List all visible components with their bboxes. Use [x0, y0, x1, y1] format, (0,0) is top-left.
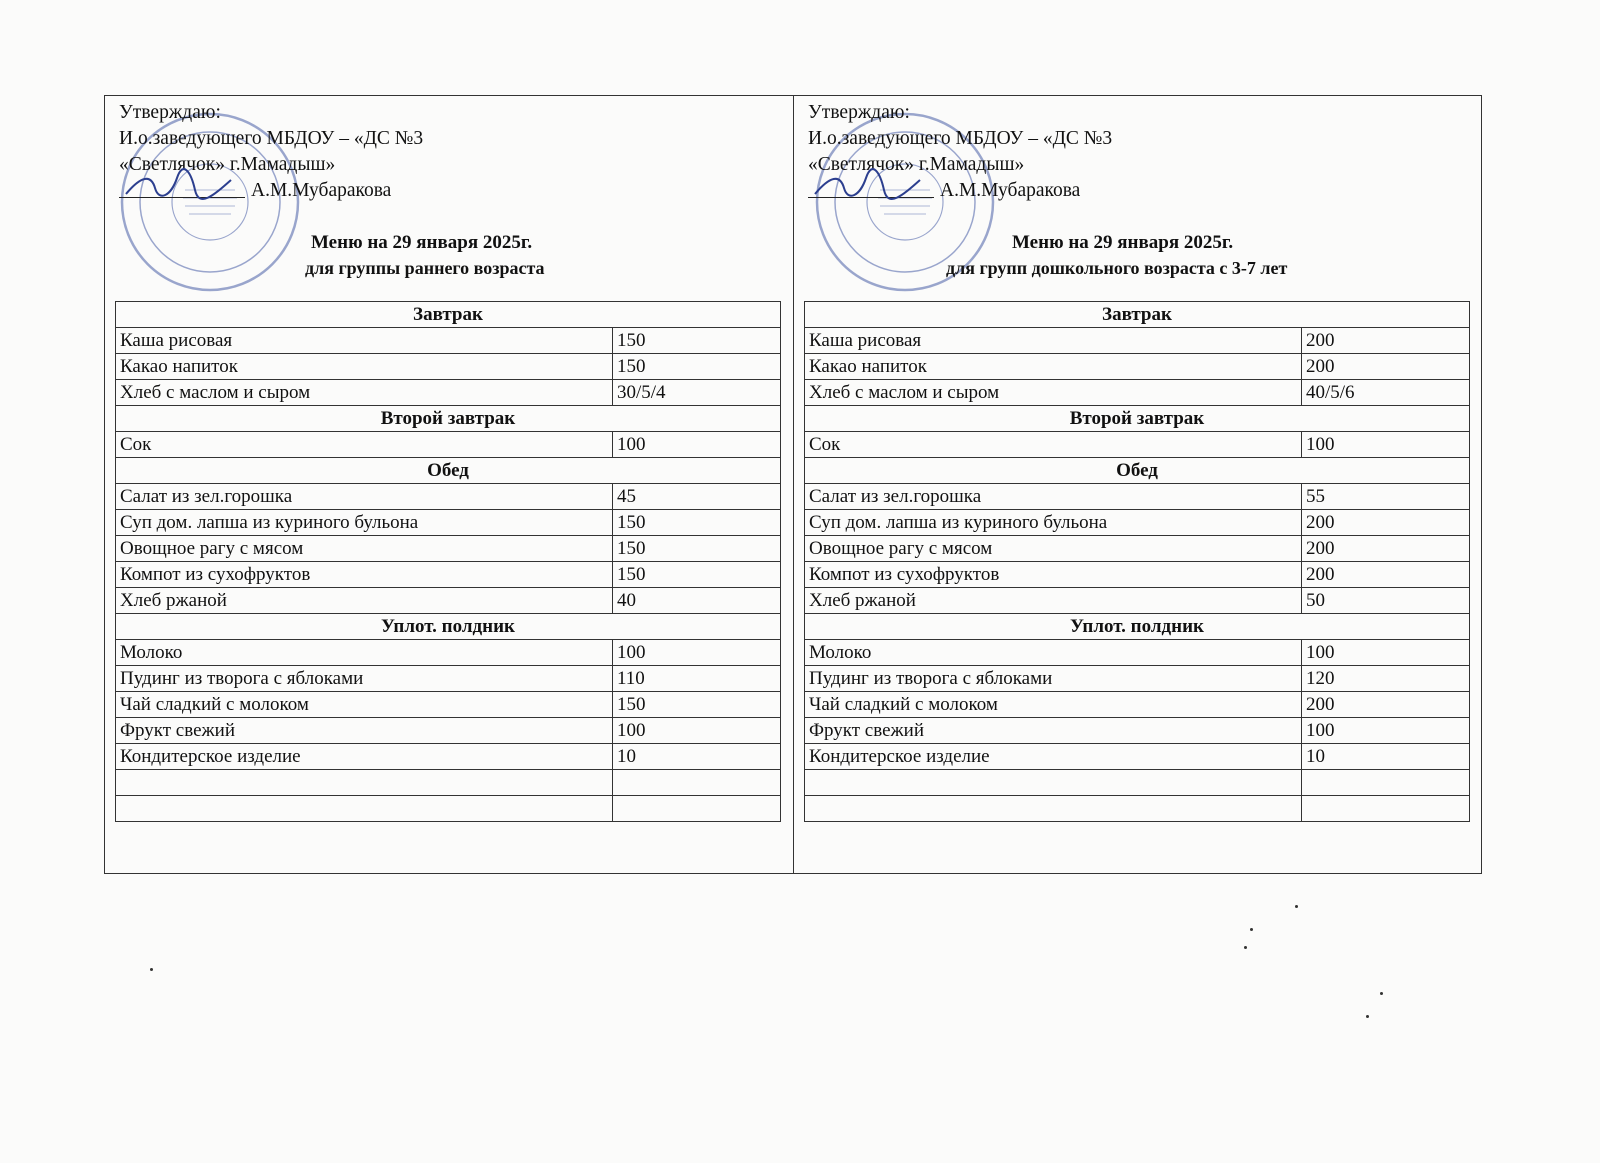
section-header: Обед [116, 458, 781, 484]
dish-quantity: 120 [1302, 666, 1470, 692]
dish-name [116, 770, 613, 796]
scan-speck [1244, 946, 1247, 949]
table-row [116, 536, 781, 562]
table-row [116, 562, 781, 588]
table-row [805, 640, 1470, 666]
table-row [805, 484, 1470, 510]
dish-name: Сок [116, 432, 613, 458]
signature-icon [121, 166, 241, 206]
section-header-row [805, 614, 1470, 640]
dish-name [116, 796, 613, 822]
dish-quantity: 150 [613, 328, 781, 354]
table-row [116, 692, 781, 718]
menu-table [804, 301, 1470, 822]
section-header: Обед [805, 458, 1470, 484]
dish-name: Хлеб ржаной [116, 588, 613, 614]
table-row [116, 354, 781, 380]
menu-title: Меню на 29 января 2025г. [1012, 232, 1234, 253]
dish-quantity: 50 [1302, 588, 1470, 614]
section-header: Второй завтрак [116, 406, 781, 432]
table-row [116, 510, 781, 536]
menu-subtitle: для группы раннего возраста [305, 258, 545, 278]
table-row [805, 588, 1470, 614]
dish-quantity: 100 [1302, 432, 1470, 458]
dish-quantity [1302, 796, 1470, 822]
dish-quantity: 200 [1302, 510, 1470, 536]
dish-quantity: 10 [1302, 744, 1470, 770]
table-row [116, 718, 781, 744]
dish-name: Кондитерское изделие [805, 744, 1302, 770]
dish-name: Чай сладкий с молоком [805, 692, 1302, 718]
dish-quantity [613, 770, 781, 796]
table-row [116, 588, 781, 614]
dish-quantity: 45 [613, 484, 781, 510]
dish-name: Чай сладкий с молоком [116, 692, 613, 718]
dish-quantity [1302, 770, 1470, 796]
dish-name: Хлеб ржаной [805, 588, 1302, 614]
table-row [116, 796, 781, 822]
dish-name: Какао напиток [116, 354, 613, 380]
dish-quantity: 200 [1302, 354, 1470, 380]
section-header-row [805, 406, 1470, 432]
approve-heading: Утверждаю: [119, 102, 221, 123]
dish-quantity: 55 [1302, 484, 1470, 510]
menu-table-body [805, 302, 1470, 822]
panel-early-age [105, 96, 793, 873]
dish-name: Салат из зел.горошка [116, 484, 613, 510]
dish-quantity: 150 [613, 536, 781, 562]
table-row [805, 354, 1470, 380]
dish-quantity: 100 [613, 640, 781, 666]
dish-quantity: 200 [1302, 328, 1470, 354]
approve-position: И.о.заведующего МБДОУ – «ДС №3 [808, 128, 1113, 149]
dish-quantity: 10 [613, 744, 781, 770]
dish-quantity: 100 [613, 718, 781, 744]
table-row [116, 770, 781, 796]
dish-quantity: 150 [613, 354, 781, 380]
section-header-row [116, 406, 781, 432]
dish-name: Хлеб с маслом и сыром [116, 380, 613, 406]
dish-name: Молоко [805, 640, 1302, 666]
table-row [805, 718, 1470, 744]
signature-icon [810, 166, 930, 206]
table-row [116, 484, 781, 510]
dish-name: Пудинг из творога с яблоками [805, 666, 1302, 692]
table-row [116, 640, 781, 666]
dish-quantity: 100 [1302, 718, 1470, 744]
approve-organization: «Светлячок» г.Мамадыш» [808, 154, 1025, 175]
table-row [805, 692, 1470, 718]
dish-name: Каша рисовая [116, 328, 613, 354]
section-header: Завтрак [805, 302, 1470, 328]
dish-name: Какао напиток [805, 354, 1302, 380]
table-row [805, 796, 1470, 822]
section-header-row [805, 302, 1470, 328]
dish-name: Компот из сухофруктов [116, 562, 613, 588]
dish-quantity: 200 [1302, 536, 1470, 562]
dish-quantity: 100 [613, 432, 781, 458]
dish-quantity [613, 796, 781, 822]
dish-name: Пудинг из творога с яблоками [116, 666, 613, 692]
menu-table [115, 301, 781, 822]
section-header-row [805, 458, 1470, 484]
dish-name: Компот из сухофруктов [805, 562, 1302, 588]
table-row [805, 562, 1470, 588]
dish-quantity: 150 [613, 510, 781, 536]
section-header: Уплот. полдник [116, 614, 781, 640]
menu-subtitle: для групп дошкольного возраста с 3-7 лет [946, 258, 1288, 278]
table-row [116, 328, 781, 354]
dish-name: Молоко [116, 640, 613, 666]
scan-speck [1295, 905, 1298, 908]
dish-name: Каша рисовая [805, 328, 1302, 354]
table-row [116, 380, 781, 406]
section-header-row [116, 458, 781, 484]
table-row [805, 432, 1470, 458]
table-row [805, 744, 1470, 770]
signer-name: А.М.Мубаракова [940, 180, 1081, 201]
dish-name: Суп дом. лапша из куриного бульона [805, 510, 1302, 536]
dish-quantity: 150 [613, 562, 781, 588]
dish-quantity: 40/5/6 [1302, 380, 1470, 406]
dish-name: Овощное рагу с мясом [805, 536, 1302, 562]
table-row [116, 744, 781, 770]
section-header: Уплот. полдник [805, 614, 1470, 640]
dish-name: Хлеб с маслом и сыром [805, 380, 1302, 406]
dish-quantity: 110 [613, 666, 781, 692]
panel-preschool [794, 96, 1482, 873]
table-row [805, 510, 1470, 536]
approve-position: И.о.заведующего МБДОУ – «ДС №3 [119, 128, 424, 149]
scan-speck [1366, 1015, 1369, 1018]
dish-quantity: 40 [613, 588, 781, 614]
dish-name: Кондитерское изделие [116, 744, 613, 770]
dish-quantity: 100 [1302, 640, 1470, 666]
dish-name [805, 770, 1302, 796]
dish-name: Овощное рагу с мясом [116, 536, 613, 562]
table-row [805, 380, 1470, 406]
scan-speck [1250, 928, 1253, 931]
section-header-row [116, 302, 781, 328]
table-row [805, 770, 1470, 796]
section-header: Второй завтрак [805, 406, 1470, 432]
table-row [116, 666, 781, 692]
dish-name [805, 796, 1302, 822]
dish-name: Салат из зел.горошка [805, 484, 1302, 510]
dish-name: Фрукт свежий [116, 718, 613, 744]
scan-speck [1380, 992, 1383, 995]
menu-sheet [104, 95, 1482, 874]
menu-table-body [116, 302, 781, 822]
dish-quantity: 200 [1302, 562, 1470, 588]
approve-heading: Утверждаю: [808, 102, 910, 123]
signer-name: А.М.Мубаракова [251, 180, 392, 201]
dish-quantity: 150 [613, 692, 781, 718]
table-row [805, 536, 1470, 562]
dish-quantity: 200 [1302, 692, 1470, 718]
menu-title: Меню на 29 января 2025г. [311, 232, 533, 253]
dish-quantity: 30/5/4 [613, 380, 781, 406]
section-header-row [116, 614, 781, 640]
dish-name: Фрукт свежий [805, 718, 1302, 744]
table-row [805, 666, 1470, 692]
dish-name: Сок [805, 432, 1302, 458]
scan-speck [150, 968, 153, 971]
approve-organization: «Светлячок» г.Мамадыш» [119, 154, 336, 175]
table-row [805, 328, 1470, 354]
table-row [116, 432, 781, 458]
dish-name: Суп дом. лапша из куриного бульона [116, 510, 613, 536]
section-header: Завтрак [116, 302, 781, 328]
